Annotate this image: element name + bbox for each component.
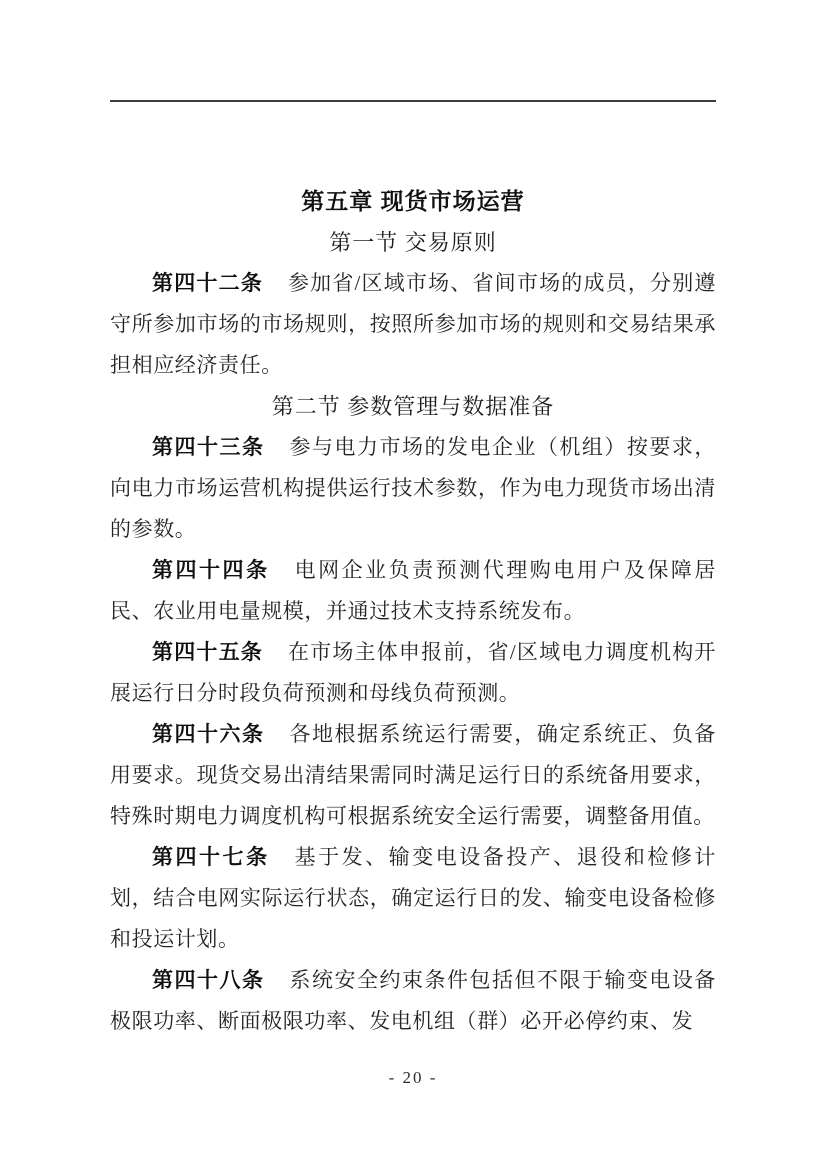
article-46-text: 各地根据系统运行需要，确定系统正、负备用要求。现货交易出清结果需同时满足运行日的系统备用要求，特殊时期电力调度机构可根据系统安全运行需要，调整备用值。 [110,722,716,828]
article-47-text: 基于发、输变电设备投产、退役和检修计划，结合电网实际运行状态，确定运行日的发、输变电设备检修和投运计划。 [110,845,716,951]
article-42-number: 第四十二条 [152,272,263,295]
article-44-number: 第四十四条 [152,559,270,582]
chapter-title: 第五章 现货市场运营 [301,188,525,214]
article-45-text: 在市场主体申报前，省/区域电力调度机构开展运行日分时段负荷预测和母线负荷预测。 [110,640,716,705]
page-footer [0,1068,826,1088]
article-46 [110,714,716,837]
page-content [110,181,716,1042]
article-46-number: 第四十六条 [152,723,265,746]
article-45-number: 第四十五条 [152,641,263,664]
article-47 [110,837,716,960]
article-43 [110,427,716,550]
article-42 [110,263,716,386]
article-42-text: 参加省/区域市场、省间市场的成员，分别遵守所参加市场的市场规则，按照所参加市场的规则和交易结果承担相应经济责任。 [110,271,716,377]
article-47-number: 第四十七条 [152,846,270,869]
header-rule [110,100,716,102]
article-43-number: 第四十三条 [152,436,265,459]
article-45 [110,632,716,714]
article-48 [110,960,716,1042]
article-44 [110,550,716,632]
section-title-1: 第一节 交易原则 [329,230,497,255]
article-43-text: 参与电力市场的发电企业（机组）按要求，向电力市场运营机构提供运行技术参数，作为电力现货市场出清的参数。 [110,435,716,541]
article-48-text: 系统安全约束条件包括但不限于输变电设备极限功率、断面极限功率、发电机组（群）必开必停约束、发 [110,968,716,1033]
article-44-text: 电网企业负责预测代理购电用户及保障居民、农业用电量规模，并通过技术支持系统发布。 [110,558,716,623]
article-48-number: 第四十八条 [152,969,265,992]
section-title-2: 第二节 参数管理与数据准备 [271,394,555,419]
page-number: - 20 - [388,1068,438,1087]
